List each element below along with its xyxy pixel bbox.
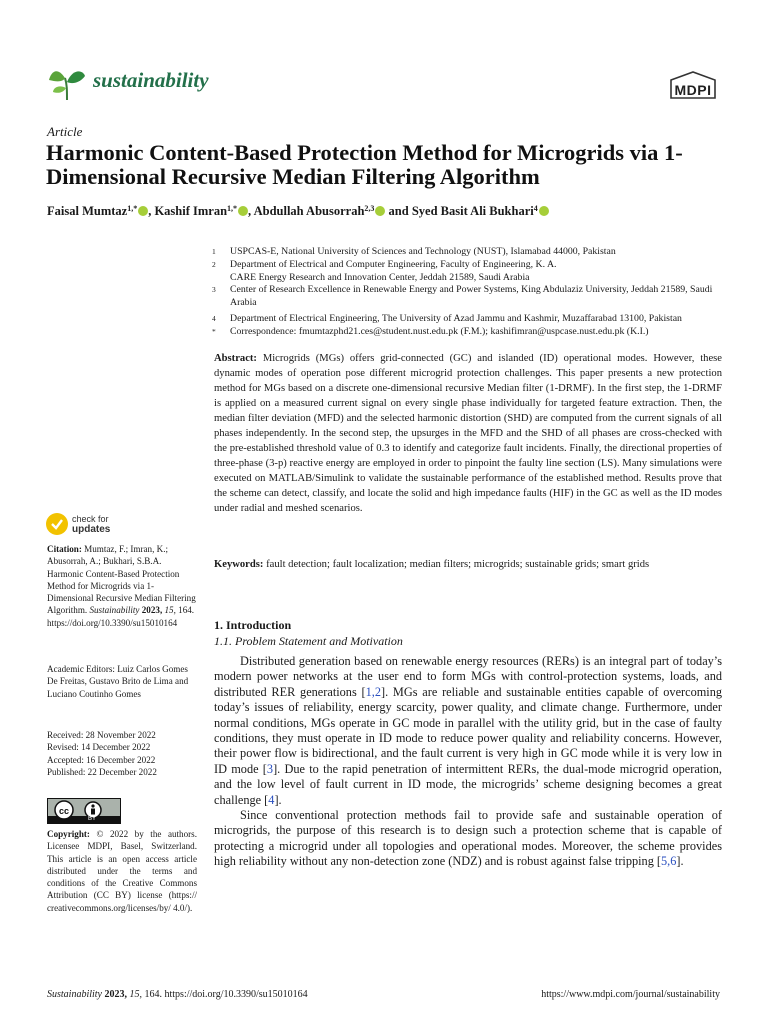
- author-affiliation-marker: 1,*: [227, 204, 238, 213]
- keywords-label: Keywords:: [214, 559, 264, 570]
- mdpi-logo-text: MDPI: [674, 82, 712, 98]
- citation-link[interactable]: 4: [268, 792, 275, 807]
- check-updates-line2: updates: [72, 524, 111, 535]
- orcid-icon[interactable]: [138, 206, 148, 216]
- paragraph: [214, 654, 722, 808]
- footer-volume: 15,: [129, 989, 142, 1000]
- article-type: Article: [47, 124, 83, 139]
- author-separator: and: [385, 204, 412, 218]
- article-title: Harmonic Content-Based Protection Method for Microgrids via 1-Dimensional Recursive Median Filtering Algorithm: [46, 140, 683, 189]
- received-date: Received: 28 November 2022: [47, 730, 156, 740]
- check-updates-icon: [46, 513, 68, 535]
- accepted-date: Accepted: 16 December 2022: [47, 754, 156, 765]
- section-heading: 1. Introduction: [214, 618, 292, 632]
- author-affiliation-marker: 1,*: [127, 204, 138, 213]
- text-run: ]. Due to the rapid penetration of intermittent RERs, the dual-mode microgrid operation, and the low level of fault current in ID mode, the microgrids’ scheme designing becomes a great challenge [: [214, 761, 723, 807]
- affiliation-text: Department of Electrical and Computer Engineering, Faculty of Engineering, K. A. CARE Energy Research and Innovation Center, Jeddah 21589, Saudi Arabia: [230, 258, 557, 283]
- affiliations: [212, 246, 732, 339]
- orcid-icon[interactable]: [539, 206, 549, 216]
- text-run: ]. MGs are reliable and sustainable entities capable of overcoming today’s issues of reliability, energy scarcity, power quality, and climate change. Furthermore, under normal conditions, MGs operate in GC mode in parallel with the utility grid, but in the case of faulty conditions, they must operate in ID mode to reduce power quality and reliability concerns. However, their power flow is bidirectional, and the fault current is very high in GC mode while it is very low in ID mode [: [214, 684, 723, 776]
- abstract: [214, 351, 722, 516]
- author-name[interactable]: Syed Basit Ali Bukhari: [411, 204, 534, 218]
- affiliation-item: [212, 284, 732, 310]
- citation-volume: 15,: [164, 605, 176, 616]
- author-separator: ,: [148, 204, 155, 218]
- text-run: ].: [274, 792, 282, 807]
- author-affiliation-marker: 4: [533, 204, 538, 213]
- footer-journal: Sustainability: [47, 989, 102, 1000]
- citation-journal: Sustainability: [89, 605, 140, 616]
- mdpi-logo[interactable]: [667, 70, 719, 104]
- author-list: [47, 204, 747, 219]
- author-name[interactable]: Kashif Imran: [154, 204, 228, 218]
- check-for-updates-button[interactable]: [46, 513, 196, 537]
- svg-text:cc: cc: [58, 806, 70, 816]
- keywords-text: fault detection; fault localization; median filters; microgrids; sustainable grids; smart grids: [266, 559, 650, 570]
- copyright-block: [47, 828, 197, 914]
- citation-block: [47, 543, 197, 629]
- affiliation-number: 1: [212, 247, 216, 256]
- affiliation-item: [212, 326, 732, 339]
- text-run: Distributed generation based on renewable energy resources (RERs) is an integral part of today’s modern power networks at the user end to form MGs with control-protection systems, loads, and distributed RER generations [: [214, 654, 722, 699]
- journal-name[interactable]: sustainability: [93, 68, 209, 92]
- affiliation-number: 3: [212, 285, 216, 295]
- citation-text: Mumtaz, F.; Imran, K.; Abusorrah, A.; Bukhari, S.B.A. Harmonic Content-Based Protection Method for Microgrids via 1-Dimensional Recursive Median Filtering Algorithm.: [47, 544, 196, 616]
- dates-block: [47, 729, 197, 778]
- abstract-text: Microgrids (MGs) offers grid-connected (GC) and islanded (ID) operational modes. However, these dynamic modes of operation pose different microgrid protection challenges. This paper presents a new protection method for MGs based on a discrete one-dimensional recursive Median filter (1-DRMF). In the first step, the 1-DRMF is applied on a measured current signal on every single phase individually for targeted feature extraction. Then, the median filter deviation (MFD) and the selected harmonic distortion (SHD) are computed from the current signals of all phases independently. In the second step, the upsurges in the MFD and the SHD of all phases are cross-checked with the pre-established threshold value of 0.3 to identify and categorize fault incidents. Finally, the directional properties of three-phase (3-p) reactive energy are employed in order to pinpoint the faulty line section (LS). Many simulations were executed on MATLAB/Simulink to validate the sustainable performance of the established method. Results prove that the scheme can detect, classify, and locate the solid and high impedance faults (HIF) in the GC as well as the ID modes under radial and meshed scenarios.: [214, 353, 722, 514]
- citation-doi-link[interactable]: 164. https://doi.org/10.3390/su15010164: [47, 605, 195, 628]
- affiliation-item: [212, 313, 732, 326]
- affiliation-item: [212, 259, 732, 285]
- citation-link[interactable]: 3: [266, 761, 274, 776]
- check-updates-line1: check for: [72, 514, 109, 524]
- paragraph: [214, 808, 722, 870]
- cc-by-label: BY: [88, 816, 97, 822]
- author-affiliation-marker: 2,3: [364, 204, 375, 213]
- orcid-icon[interactable]: [238, 206, 248, 216]
- citation-year: 2023,: [141, 605, 163, 616]
- text-run: ].: [676, 854, 684, 869]
- correspondence-text[interactable]: Correspondence: fmumtazphd21.ces@student.nust.edu.pk (F.M.); kashifimran@uspcase.nust.edu.pk (K.I.): [230, 325, 649, 337]
- copyright-label: Copyright:: [47, 829, 90, 839]
- footer-doi-link[interactable]: 164. https://doi.org/10.3390/su15010164: [144, 989, 308, 1000]
- abstract-label: Abstract:: [214, 353, 257, 364]
- footer-journal-url[interactable]: https://www.mdpi.com/journal/sustainability: [541, 989, 720, 1000]
- author-name[interactable]: Faisal Mumtaz: [47, 204, 128, 218]
- body-text: [214, 654, 722, 870]
- citation-link[interactable]: 5,6: [661, 854, 677, 869]
- affiliation-number: 4: [212, 313, 216, 323]
- published-date: Published: 22 December 2022: [47, 766, 157, 777]
- author-separator: ,: [248, 204, 254, 218]
- affiliation-number: *: [212, 326, 216, 336]
- keywords: [214, 559, 722, 570]
- copyright-text: © 2022 by the authors. Licensee MDPI, Basel, Switzerland. This article is an open access article distributed under the terms and conditions of the Creative Commons Attribution (CC BY) license (https:// creativecommons.org/licenses/by/ 4.0/).: [47, 829, 197, 913]
- footer-citation: [47, 989, 308, 1000]
- orcid-icon[interactable]: [375, 206, 385, 216]
- journal-leaf-logo: [47, 62, 87, 102]
- affiliation-text: USPCAS-E, National University of Sciences and Technology (NUST), Islamabad 44000, Pakistan: [230, 246, 616, 257]
- affiliation-text: Department of Electrical Engineering, The University of Azad Jammu and Kashmir, Muzaffarabad 13100, Pakistan: [230, 312, 682, 324]
- affiliation-text: Center of Research Excellence in Renewable Energy and Power Systems, King Abdulaziz University, Jeddah 21589, Saudi Arabia: [230, 284, 713, 309]
- cc-by-license-badge[interactable]: [47, 798, 121, 824]
- subsection-heading: 1.1. Problem Statement and Motivation: [214, 634, 403, 648]
- citation-link[interactable]: 1,2: [365, 684, 381, 699]
- affiliation-number: 2: [212, 259, 216, 269]
- author-name[interactable]: Abdullah Abusorrah: [253, 204, 365, 218]
- academic-editors: Academic Editors: Luiz Carlos Gomes De Freitas, Gustavo Brito de Lima and Luciano Coutinho Gomes: [47, 664, 189, 699]
- revised-date: Revised: 14 December 2022: [47, 742, 151, 753]
- text-run: Since conventional protection methods fail to provide safe and sustainable operation of microgrids, the purpose of this research is to design such a protection scheme that is capable of protecting a microgrid under all topologies and operational modes. Moreover, the scheme provides high reliability without any non-detection zone (NDZ) and is robust against false tripping [: [214, 808, 722, 869]
- citation-label: Citation:: [47, 544, 82, 554]
- footer-year: 2023,: [104, 989, 127, 1000]
- affiliation-item: [212, 246, 732, 259]
